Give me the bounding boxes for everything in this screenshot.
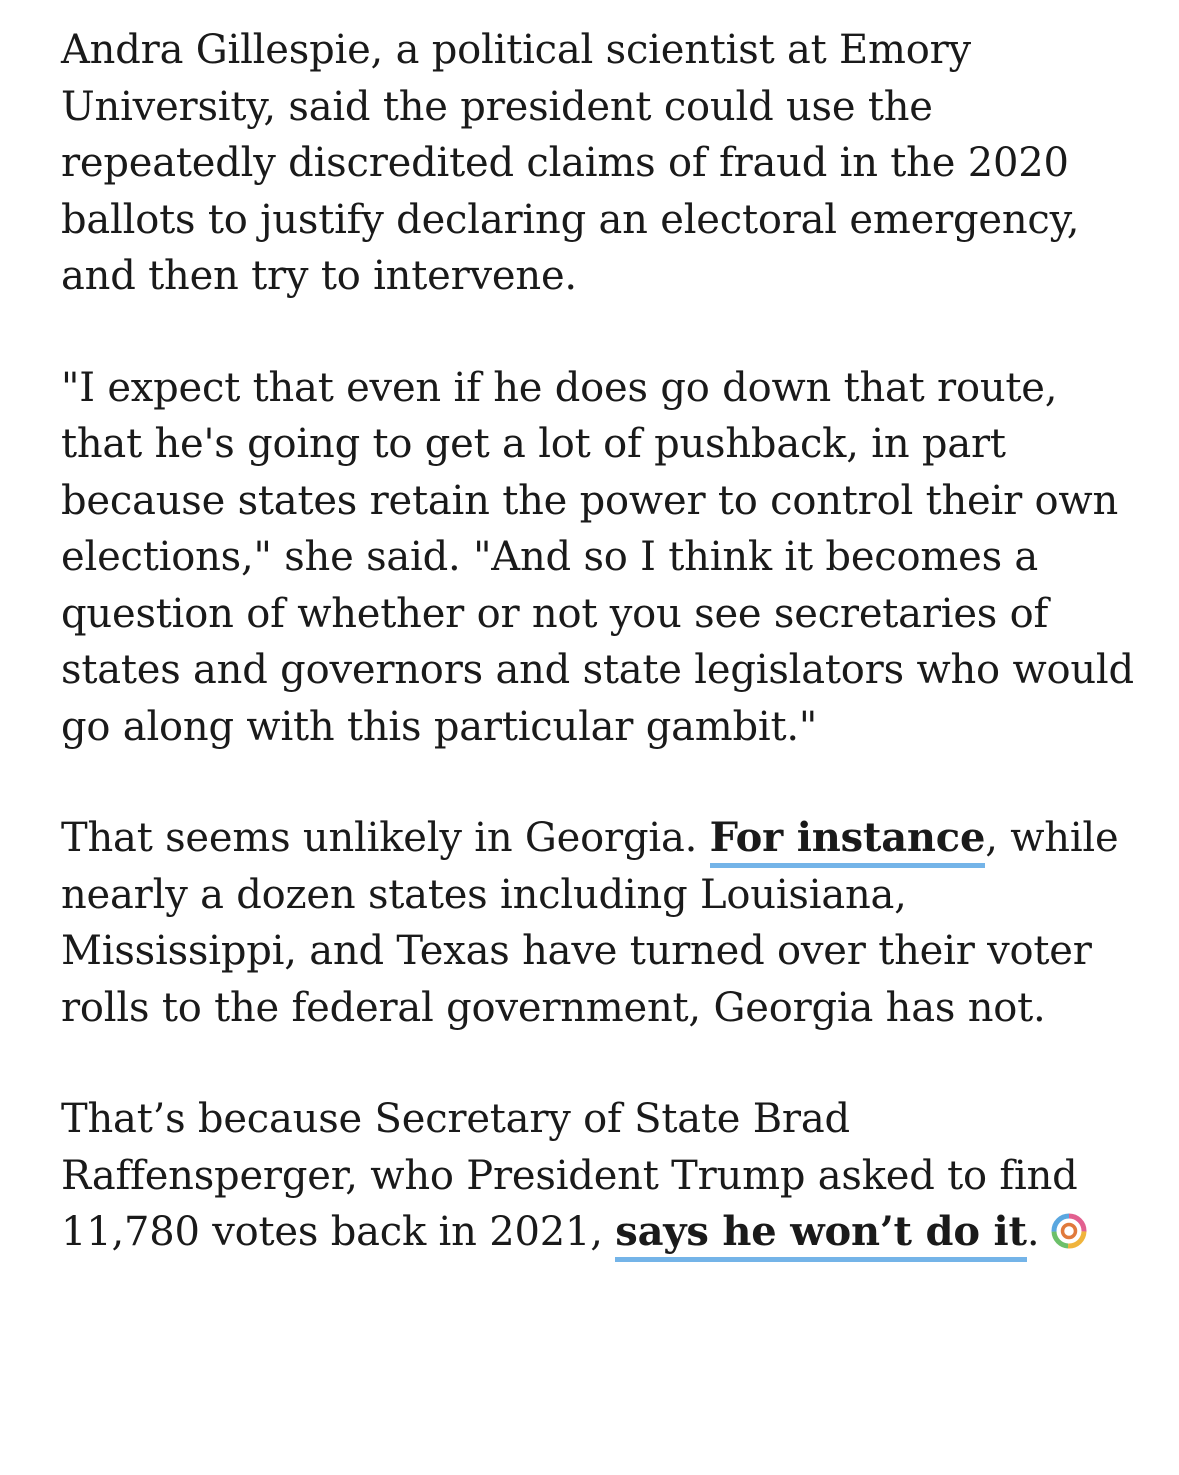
paragraph-raffensperger-lead: That’s because Secretary of State Brad Raffensperger, who President Trump asked to find 11,780 votes back in 2021, bbox=[61, 1096, 1078, 1255]
says-he-wont-do-it-link[interactable]: says he won’t do it bbox=[615, 1208, 1027, 1262]
paragraph-georgia bbox=[61, 810, 1141, 1036]
paragraph-georgia-lead: That seems unlikely in Georgia. bbox=[61, 815, 710, 861]
article-body bbox=[61, 22, 1141, 1316]
for-instance-link[interactable]: For instance bbox=[710, 814, 986, 868]
paragraph-gillespie: Andra Gillespie, a political scientist at Emory University, said the president could use the repeatedly discredited claims of fraud in the 2020 ballots to justify declaring an electoral emergency, and then try to intervene. bbox=[61, 27, 1080, 299]
paragraph-raffensperger bbox=[61, 1091, 1141, 1261]
paragraph-raffensperger-end: . bbox=[1026, 1209, 1040, 1255]
paragraph-georgia-rest: , while nearly a dozen states including Louisiana, Mississippi, and Texas have turned over their voter rolls to the federal government, Georgia has not. bbox=[61, 815, 1119, 1031]
paragraph-quote: "I expect that even if he does go down that route, that he's going to get a lot of pushback, in part because states retain the power to control their own elections," she said. "And so I think it becomes a question of whether or not you see secretaries of states and governors and state legislators who would go along with this particular gambit." bbox=[61, 364, 1134, 750]
source-badge-icon[interactable] bbox=[1051, 1208, 1087, 1244]
